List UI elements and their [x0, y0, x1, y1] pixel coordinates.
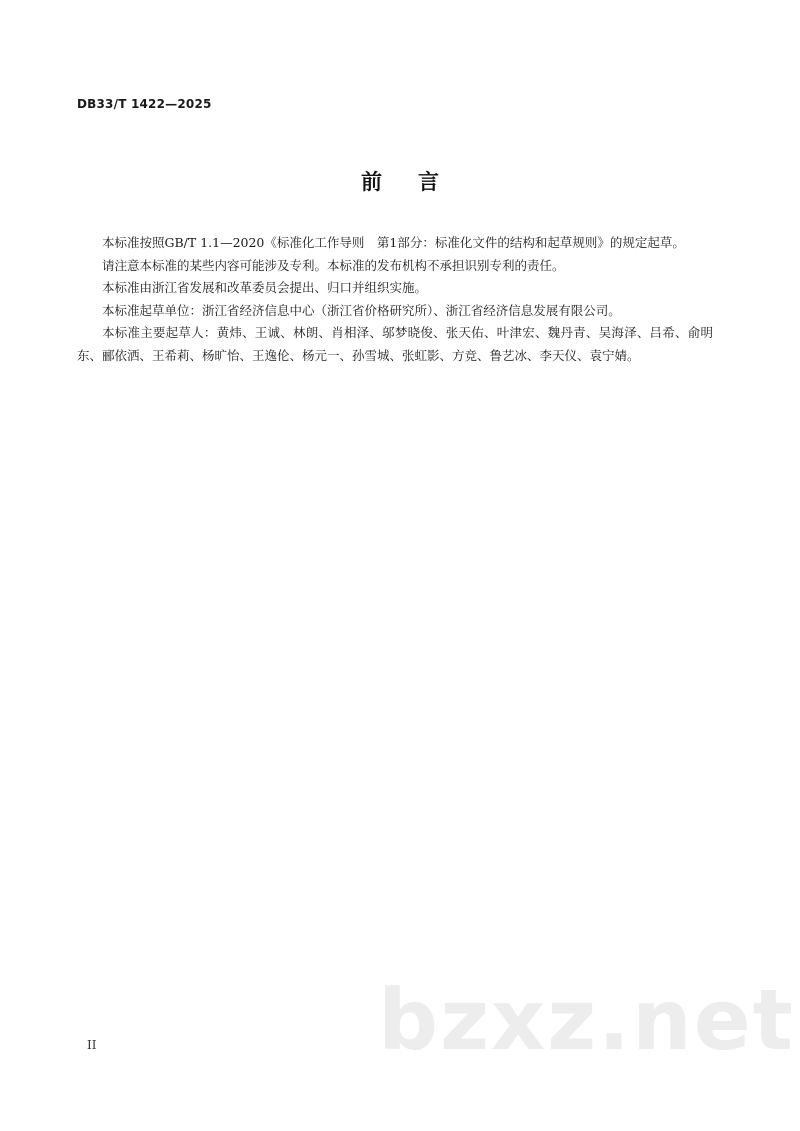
paragraph-drafting-units: 本标准起草单位：浙江省经济信息中心（浙江省价格研究所）、浙江省经济信息发展有限公司。: [102, 302, 621, 318]
paragraph-drafters: 本标准主要起草人：黄炜、王诚、林朗、肖相泽、邬梦晓俊、张天佑、叶津宏、魏丹青、吴海泽、吕希、俞明东、郦依洒、王希莉、杨旷怡、王逸伦、杨元一、孙雪城、张虹影、方竞、鲁艺冰、李天仪、袁宁婧。: [77, 325, 713, 363]
paragraph-drafting-rules: 本标准按照GB/T 1.1—2020《标准化工作导则 第1部分：标准化文件的结构和起草规则》的规定起草。: [102, 235, 685, 250]
paragraph-patent-notice: 请注意本标准的某些内容可能涉及专利。本标准的发布机构不承担识别专利的责任。: [102, 257, 565, 273]
paragraph-proposer: 本标准由浙江省发展和改革委员会提出、归口并组织实施。: [102, 280, 428, 295]
foreword-body: [77, 232, 713, 367]
document-code: DB33/T 1422—2025: [77, 97, 212, 111]
page-number: II: [87, 1038, 97, 1052]
watermark: bzxz.net: [378, 971, 795, 1069]
page-title: 前言: [361, 170, 475, 194]
